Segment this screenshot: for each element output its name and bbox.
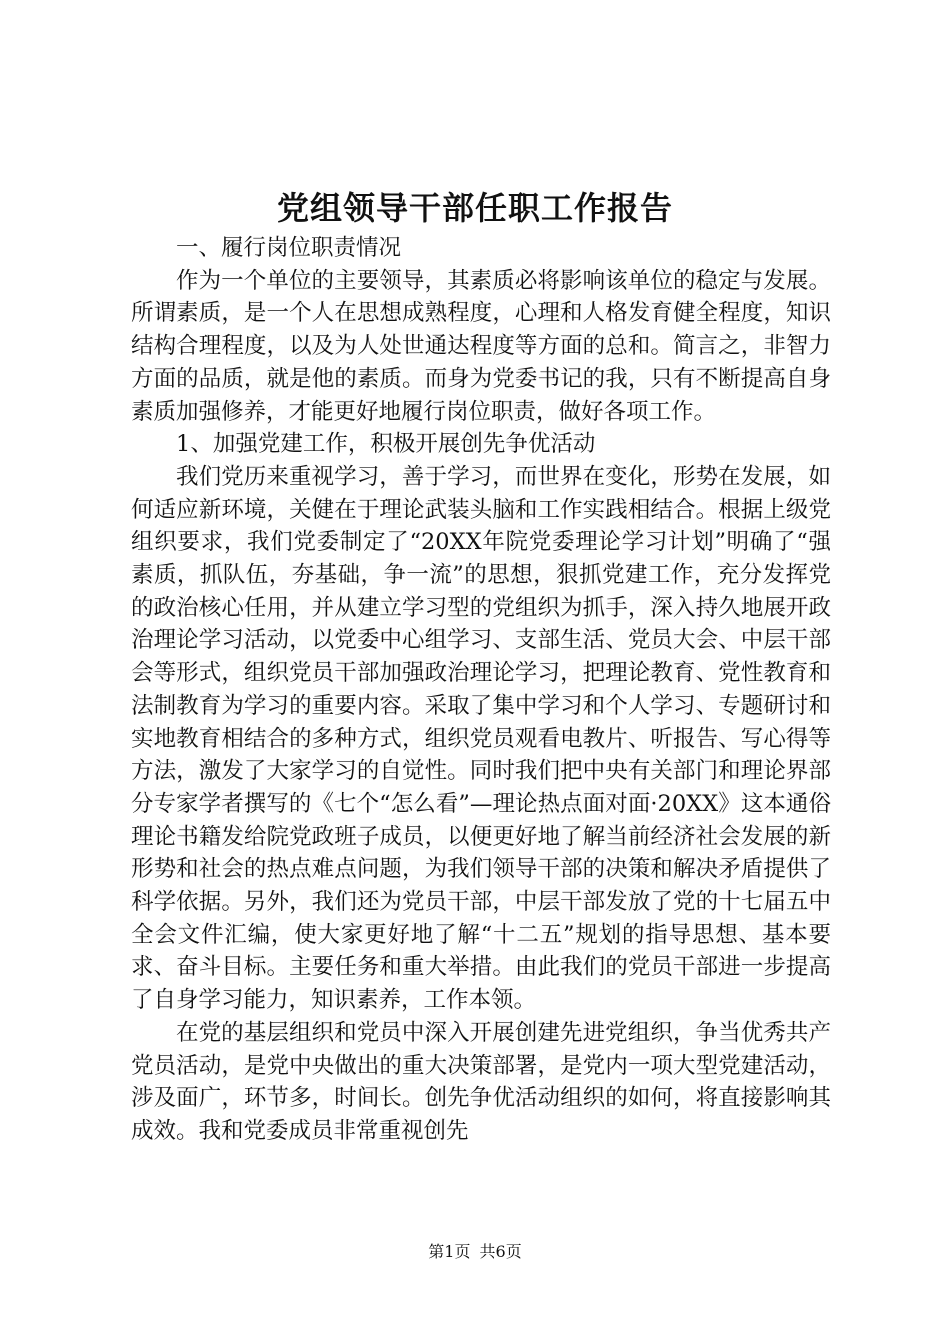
section-heading: 一、履行岗位职责情况	[176, 235, 402, 261]
body-paragraph: 在党的基层组织和党员中深入开展创建先进党组织，争当优秀共产党员活动，是党中央做出的重大决策部署，是党内一项大型党建活动，涉及面广，环节多，时间长。创先争优活动组织的如何，将直接影响其成效。我和党委成员非常重视创先	[131, 1019, 831, 1144]
body-paragraph: 我们党历来重视学习，善于学习，而世界在变化，形势在发展，如何适应新环境，关健在于理论武装头脑和工作实践相结合。根据上级党组织要求，我们党委制定了“20XX年院党委理论学习计划”明确了“强素质，抓队伍，夯基础，争一流”的思想，狠抓党建工作，充分发挥党的政治核心任用，并从建立学习型的党组织为抓手，深入持久地展开政治理论学习活动，以党委中心组学习、支部生活、党员大会、中层干部会等形式，组织党员干部加强政治理论学习，把理论教育、党性教育和法制教育为学习的重要内容。采取了集中学习和个人学习、专题研讨和实地教育相结合的多种方式，组织党员观看电教片、听报告、写心得等方法，激发了大家学习的自觉性。同时我们把中央有关部门和理论界部分专家学者撰写的《七个“怎么看”—理论热点面对面·20XX》这本通俗理论书籍发给院党政班子成员，以便更好地了解当前经济社会发展的新形势和社会的热点难点问题，为我们领导干部的决策和解决矛盾提供了科学依据。另外，我们还为党员干部，中层干部发放了党的十七届五中全会文件汇编，使大家更好地了解“十二五”规划的指导思想、基本要求、奋斗目标。主要任务和重大举措。由此我们的党员干部进一步提高了自身学习能力，知识素养，工作本领。	[131, 463, 831, 1014]
document-body	[131, 232, 831, 1148]
page-footer	[0, 1242, 950, 1262]
page-total: 共6页	[479, 1242, 522, 1261]
subsection-heading: 1、加强党建工作，积极开展创先争优活动	[176, 431, 596, 458]
document-title: 党组领导干部任职工作报告	[276, 189, 673, 227]
body-paragraph: 作为一个单位的主要领导，其素质必将影响该单位的稳定与发展。所谓素质，是一个人在思想成熟程度，心理和人格发育健全程度，知识结构合理程度，以及为人处世通达程度等方面的总和。简言之，非智力方面的品质，就是他的素质。而身为党委书记的我，只有不断提高自身素质加强修养，才能更好地履行岗位职责，做好各项工作。	[131, 267, 831, 425]
page-number: 第1页	[428, 1242, 471, 1261]
